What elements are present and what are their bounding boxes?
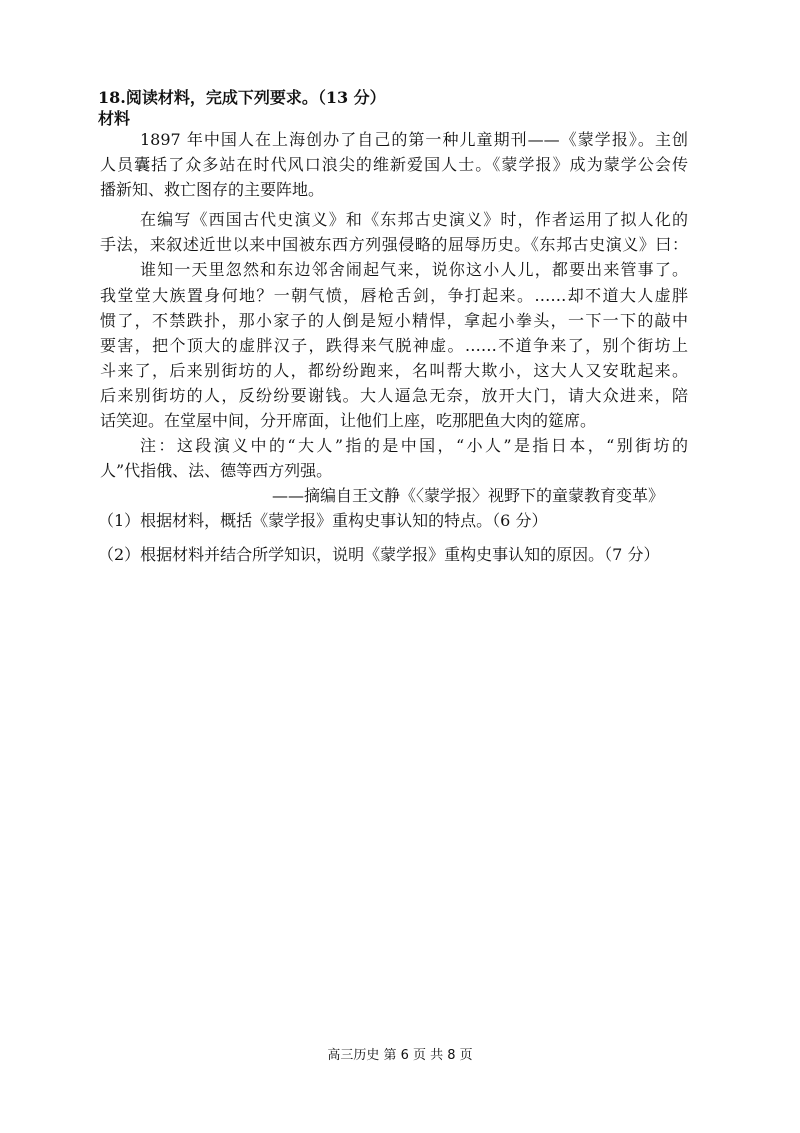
quote-line-5: 斗来了，后来别街坊的人，都纷纷跑来，名叫帮大欺小，这大人又安耽起来。 bbox=[100, 361, 688, 380]
quote-line-1: 谁知一天里忽然和东边邻舍闹起气来，说你这小人儿，都要出来管事了。 bbox=[140, 260, 688, 279]
note-line-1: 注：这段演义中的“大人”指的是中国，“小人”是指日本，“别街坊的 bbox=[140, 436, 688, 455]
quote-line-2: 我堂堂大族置身何地？一朝气愤，唇枪舌剑，争打起来。……却不道大人虚胖 bbox=[100, 286, 688, 305]
material-label: 材料 bbox=[98, 109, 131, 128]
quote-line-6: 后来别街坊的人，反纷纷要谢钱。大人逼急无奈，放开大门，请大众进来，陪 bbox=[100, 386, 688, 405]
sub-question-2: （2）根据材料并结合所学知识，说明《蒙学报》重构史事认知的原因。（7 分） bbox=[98, 545, 660, 564]
material-paragraph-2-line-2: 手法，来叙述近世以来中国被东西方列强侵略的屈辱历史。《东邦古史演义》曰： bbox=[100, 235, 688, 254]
sub-question-1: （1）根据材料，概括《蒙学报》重构史事认知的特点。（6 分） bbox=[98, 511, 548, 530]
material-paragraph-2-line-1: 在编写《西国古代史演义》和《东邦古史演义》时，作者运用了拟人化的 bbox=[140, 210, 688, 229]
note-line-2: 人”代指俄、法、德等西方列强。 bbox=[100, 461, 333, 480]
material-paragraph-1-line-3: 播新知、救亡图存的主要阵地。 bbox=[100, 180, 325, 199]
material-paragraph-1-line-1: 1897 年中国人在上海创办了自己的第一种儿童期刊——《蒙学报》。主创 bbox=[140, 130, 688, 149]
page-footer: 高三历史 第 6 页 共 8 页 bbox=[327, 1048, 473, 1063]
quote-line-7: 话笑迎。在堂屋中间，分开席面，让他们上座，吃那肥鱼大肉的筵席。 bbox=[100, 411, 597, 430]
material-paragraph-1-line-2: 人员囊括了众多站在时代风口浪尖的维新爱国人士。《蒙学报》成为蒙学公会传 bbox=[100, 155, 688, 174]
source-attribution: ——摘编自王文静《〈蒙学报〉视野下的童蒙教育变革》 bbox=[272, 486, 665, 505]
quote-line-3: 惯了，不禁跌扑，那小家子的人倒是短小精悍，拿起小拳头，一下一下的敲中 bbox=[100, 311, 688, 330]
quote-line-4: 要害，把个顶大的虚胖汉子，跌得来气脱神虚。……不道争来了，别个街坊上 bbox=[100, 336, 688, 355]
question-heading: 18.阅读材料，完成下列要求。（13 分） bbox=[98, 88, 386, 107]
